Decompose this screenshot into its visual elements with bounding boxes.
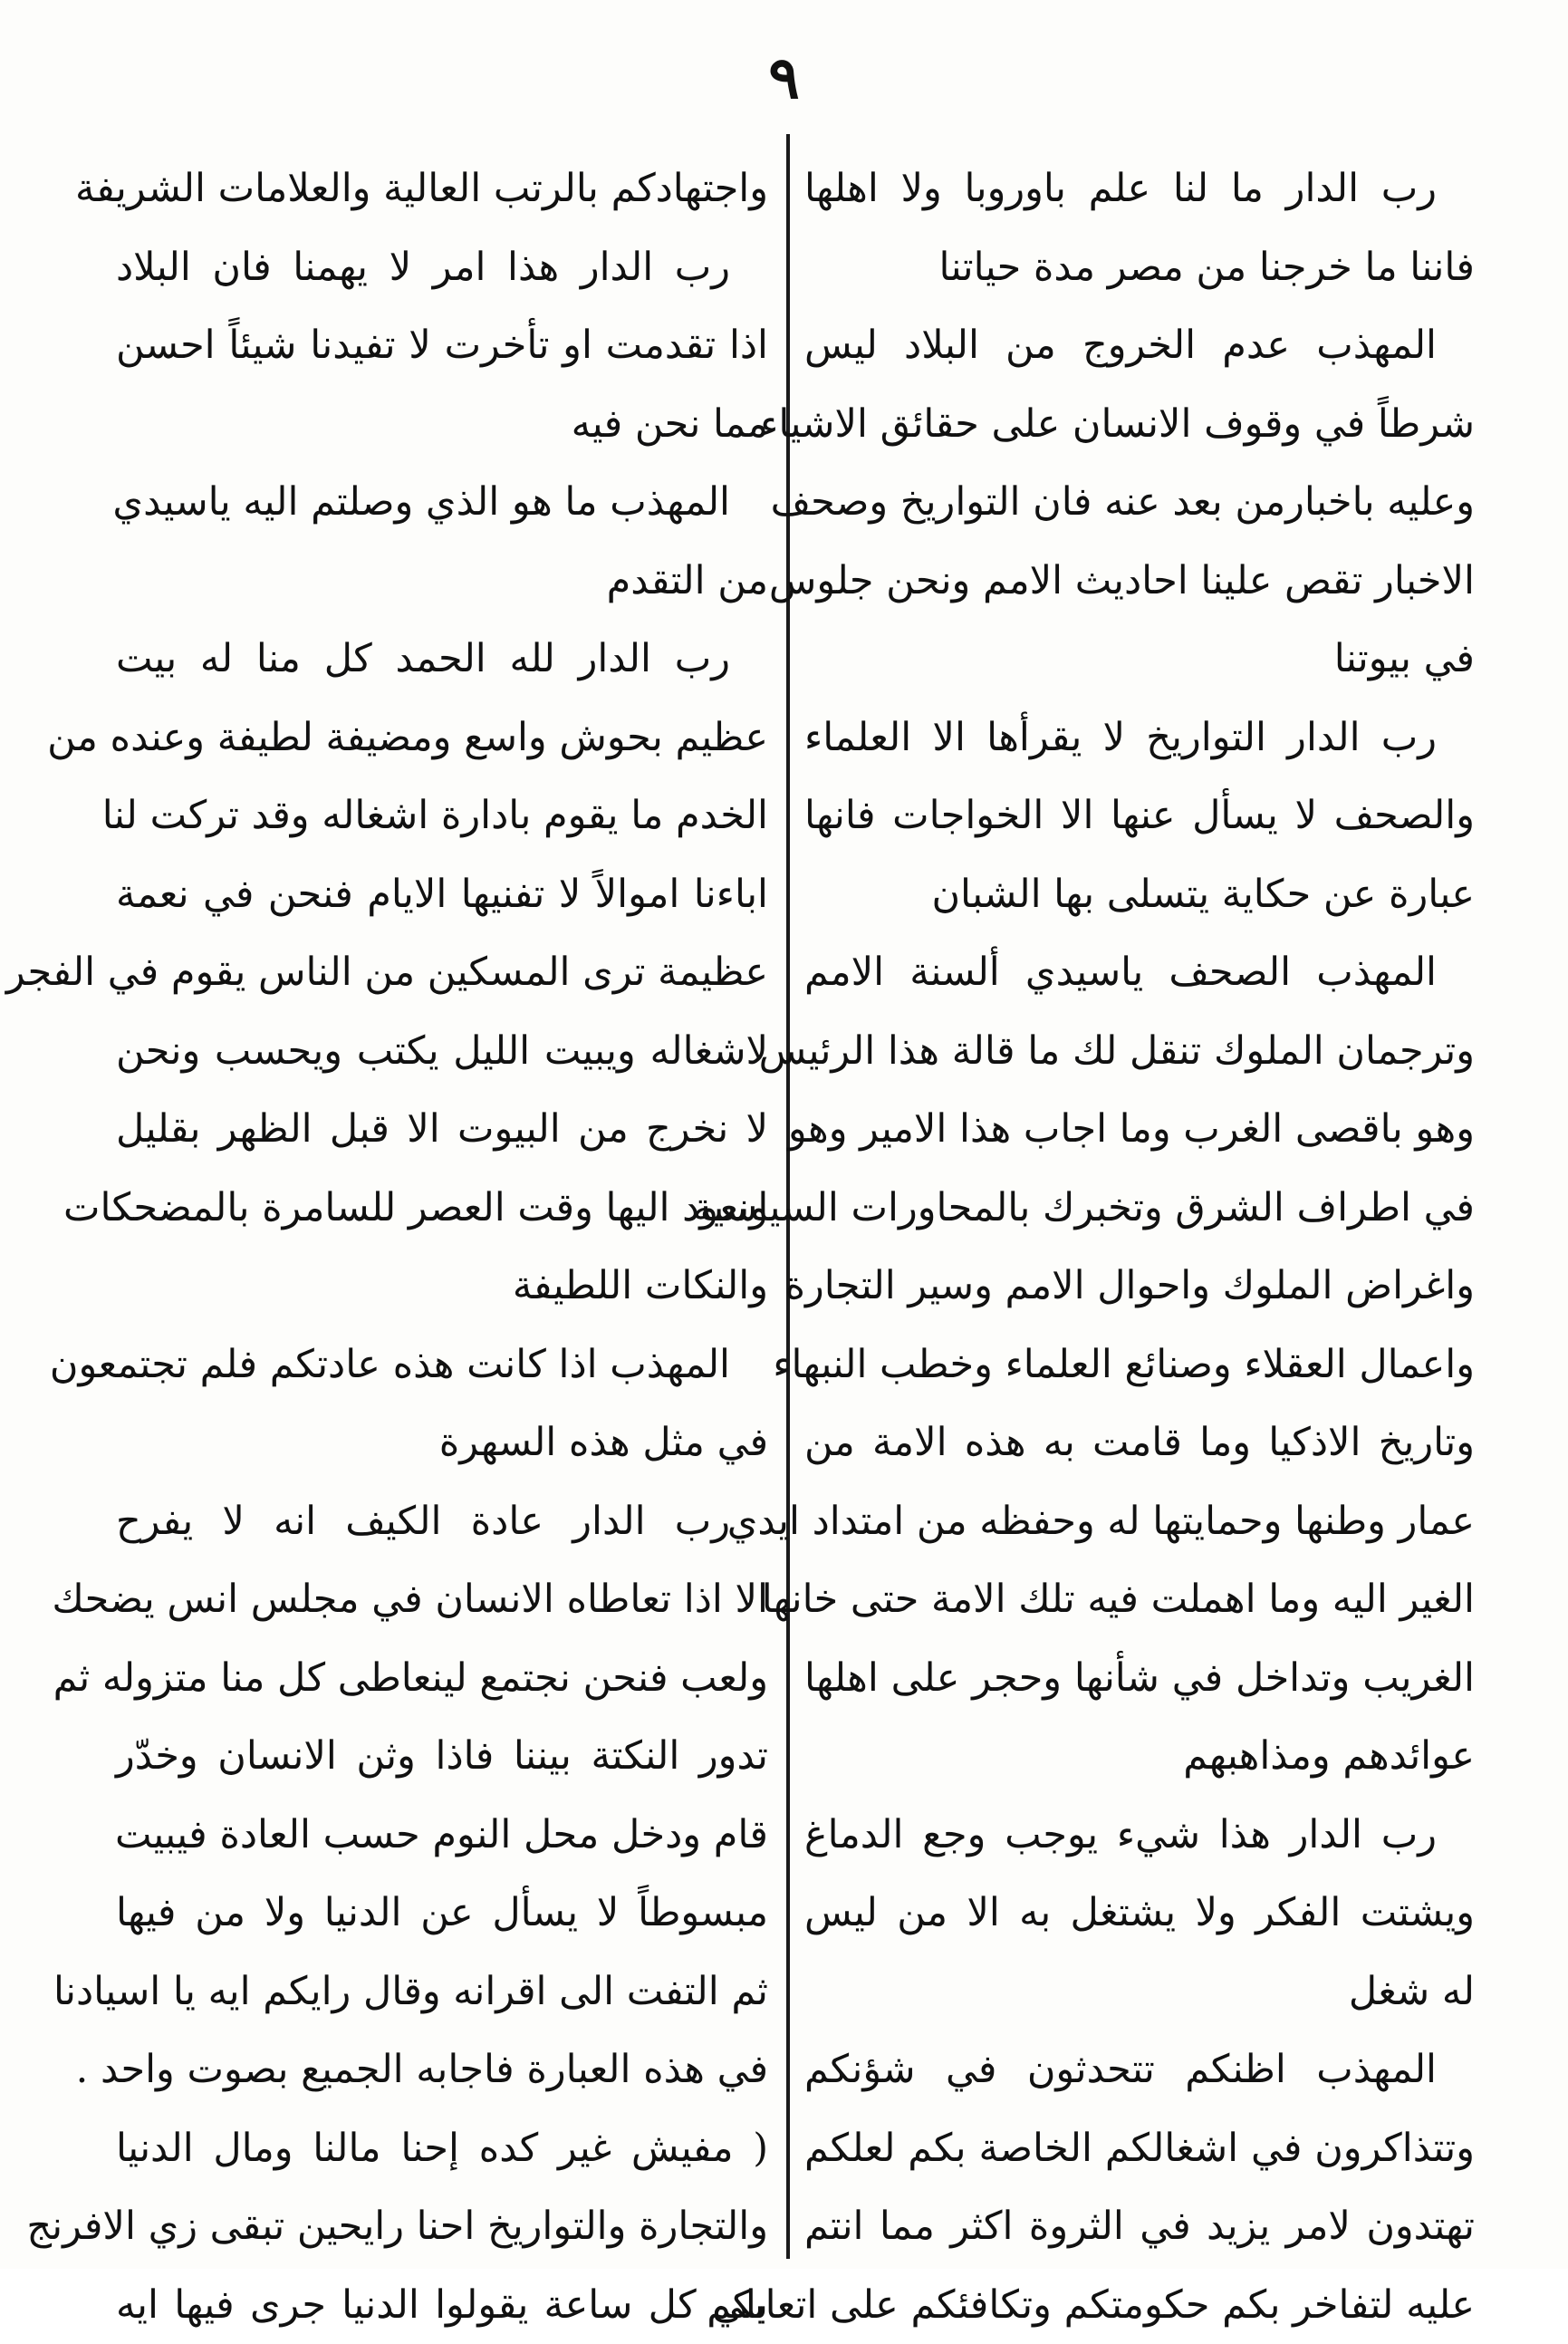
text-line: وترجمان الملوك تنقل لك ما قالة هذا الرئيس: [804, 1012, 1475, 1091]
text-line: وتتذاكرون في اشغالكم الخاصة بكم لعلكم: [804, 2109, 1475, 2188]
text-line: المهذب اذا كانت هذه عادتكم فلم تجتمعون: [116, 1326, 768, 1404]
text-line: تهتدون لامر يزيد في الثروة اكثر مما انتم: [804, 2187, 1475, 2266]
text-line: في هذه العبارة فاجابه الجميع بصوت واحد .: [116, 2031, 768, 2109]
text-line: مما نحن فيه: [116, 385, 768, 464]
text-line: عظيمة ترى المسكين من الناس يقوم في الفجر: [116, 933, 768, 1012]
text-line: والنكات اللطيفة: [116, 1247, 768, 1326]
text-line: من التقدم: [116, 542, 768, 621]
page-number: ٩: [0, 38, 1568, 120]
text-line: ونعود اليها وقت العصر للسامرة بالمضحكات: [116, 1169, 768, 1248]
text-line: ولعب فنحن نجتمع لينعاطى كل منا متزوله ثم: [116, 1639, 768, 1718]
text-line: قام ودخل محل النوم حسب العادة فيبيت: [116, 1796, 768, 1875]
text-line: الاخبار تقص علينا احاديث الامم ونحن جلوس: [804, 542, 1475, 621]
text-line: له شغل: [804, 1953, 1475, 2031]
text-line: وتاريخ الاذكيا وما قامت به هذه الامة من: [804, 1404, 1475, 1482]
text-line: عمار وطنها وحمايتها له وحفظه من امتداد ايدي: [804, 1482, 1475, 1561]
text-line: الا اذا تعاطاه الانسان في مجلس انس يضحك: [116, 1560, 768, 1639]
text-line: عليه لتفاخر بكم حكومتكم وتكافئكم على اتعابكم: [804, 2266, 1475, 2344]
text-line: عبارة عن حكاية يتسلى بها الشبان: [804, 855, 1475, 934]
text-line: رب الدار لله الحمد كل منا له بيت: [116, 620, 768, 699]
text-line: في مثل هذه السهرة: [116, 1404, 768, 1482]
text-line: الغريب وتداخل في شأنها وحجر على اهلها: [804, 1639, 1475, 1718]
text-line: ويشتت الفكر ولا يشتغل به الا من ليس: [804, 1874, 1475, 1953]
text-line: عوائدهم ومذاهبهم: [804, 1717, 1475, 1796]
text-line: رب الدار هذا امر لا يهمنا فان البلاد: [116, 228, 768, 307]
text-line: لا نخرج من البيوت الا قبل الظهر بقليل: [116, 1090, 768, 1169]
text-line: والتجارة والتواريخ احنا رايحين تبقى زي الافرنج: [116, 2187, 768, 2266]
text-line: ( مفيش غير كده إحنا مالنا ومال الدنيا: [116, 2109, 768, 2188]
text-line: المهذب الصحف ياسيدي ألسنة الامم: [804, 933, 1475, 1012]
text-line: واعمال العقلاء وصنائع العلماء وخطب النبهاء: [804, 1326, 1475, 1404]
text-line: بلي كل ساعة يقولوا الدنيا جرى فيها ايه: [116, 2266, 768, 2344]
text-line: وهو باقصى الغرب وما اجاب هذا الامير وهو: [804, 1090, 1475, 1169]
text-line: تدور النكتة بيننا فاذا وثن الانسان وخدّر: [116, 1717, 768, 1796]
text-line: وعليه باخبارمن بعد عنه فان التواريخ وصحف: [804, 463, 1475, 542]
text-line: واجتهادكم بالرتب العالية والعلامات الشريفة: [116, 150, 768, 228]
text-line: ثم التفت الى اقرانه وقال رايكم ايه يا اسيادنا: [116, 1953, 768, 2031]
text-line: المهذب عدم الخروج من البلاد ليس: [804, 306, 1475, 385]
text-line: والصحف لا يسأل عنها الا الخواجات فانها: [804, 777, 1475, 855]
text-line: الغير اليه وما اهملت فيه تلك الامة حتى خانها: [804, 1560, 1475, 1639]
text-line: في اطراف الشرق وتخبرك بالمحاورات السياسية: [804, 1169, 1475, 1248]
text-line: شرطاً في وقوف الانسان على حقائق الاشياء: [804, 385, 1475, 464]
left-column: [116, 150, 768, 2252]
text-line: الخدم ما يقوم بادارة اشغاله وقد تركت لنا: [116, 777, 768, 855]
text-line: رب الدار التواريخ لا يقرأها الا العلماء: [804, 699, 1475, 777]
text-line: في بيوتنا: [804, 620, 1475, 699]
text-line: رب الدار عادة الكيف انه لا يفرح: [116, 1482, 768, 1561]
text-line: واغراض الملوك واحوال الامم وسير التجارة: [804, 1247, 1475, 1326]
text-line: المهذب اظنكم تتحدثون في شؤنكم: [804, 2031, 1475, 2109]
text-line: عظيم بحوش واسع ومضيفة لطيفة وعنده من: [116, 699, 768, 777]
text-line: المهذب ما هو الذي وصلتم اليه ياسيدي: [116, 463, 768, 542]
text-line: رب الدار ما لنا علم باوروبا ولا اهلها: [804, 150, 1475, 228]
right-column: [804, 150, 1475, 2252]
text-line: مبسوطاً لا يسأل عن الدنيا ولا من فيها: [116, 1874, 768, 1953]
text-line: فاننا ما خرجنا من مصر مدة حياتنا: [804, 228, 1475, 307]
text-line: اباءنا اموالاً لا تفنيها الايام فنحن في نعمة: [116, 855, 768, 934]
text-line: اذا تقدمت او تأخرت لا تفيدنا شيئاً احسن: [116, 306, 768, 385]
text-line: رب الدار هذا شيء يوجب وجع الدماغ: [804, 1796, 1475, 1875]
text-line: لاشغاله ويبيت الليل يكتب ويحسب ونحن: [116, 1012, 768, 1091]
